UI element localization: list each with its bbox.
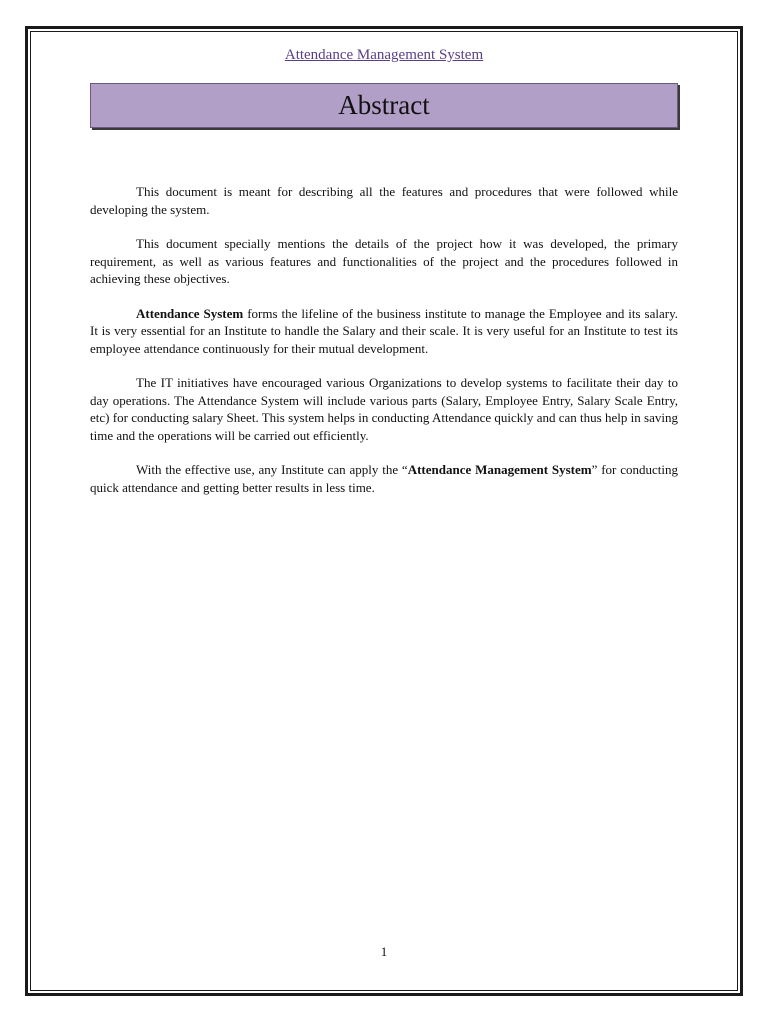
- paragraph-purpose: [90, 183, 678, 218]
- paragraph-it-initiatives-text: The IT initiatives have encouraged various Organizations to develop systems to facilitate their day to day operations. The Attendance System will include various parts (Salary, Employee Entry, Salary Scale Entry, etc) for conducting salary Sheet. This system helps in conducting Attendance quickly and can thus help in saving time and the operations will be carried out efficiently.: [90, 375, 678, 443]
- abstract-heading: Abstract: [338, 90, 430, 120]
- document-header-title: Attendance Management System: [284, 47, 484, 63]
- attendance-management-system-term: Attendance Management System: [407, 462, 592, 477]
- paragraph-details-text: This document specially mentions the details of the project how it was developed, the primary requirement, as well as various features and functionalities of the project and the procedures followed in achieving these objectives.: [90, 236, 678, 286]
- paragraph-it-initiatives: [90, 374, 678, 444]
- paragraph-system-overview: [90, 305, 678, 358]
- paragraph-details: [90, 235, 678, 288]
- paragraph-system-overview-text: forms the lifeline of the business institute to manage the Employee and its salary. It is very essential for an Institute to handle the Salary and their scale. It is very useful for an Institute to test its employee attendance continuously for their mutual development.: [90, 305, 678, 356]
- paragraph-purpose-text: This document is meant for describing all the features and procedures that were followed while developing the system.: [90, 184, 678, 217]
- paragraph-conclusion: [90, 461, 678, 496]
- attendance-system-term: Attendance System: [136, 305, 244, 321]
- abstract-banner: [90, 83, 678, 128]
- abstract-body: [90, 183, 678, 513]
- paragraph-conclusion-start: With the effective use, any Institute can apply the “: [136, 462, 408, 477]
- page-number: 1: [380, 944, 388, 959]
- paragraph-conclusion-end: ” for conducting quick attendance and getting better results in less time.: [90, 462, 678, 495]
